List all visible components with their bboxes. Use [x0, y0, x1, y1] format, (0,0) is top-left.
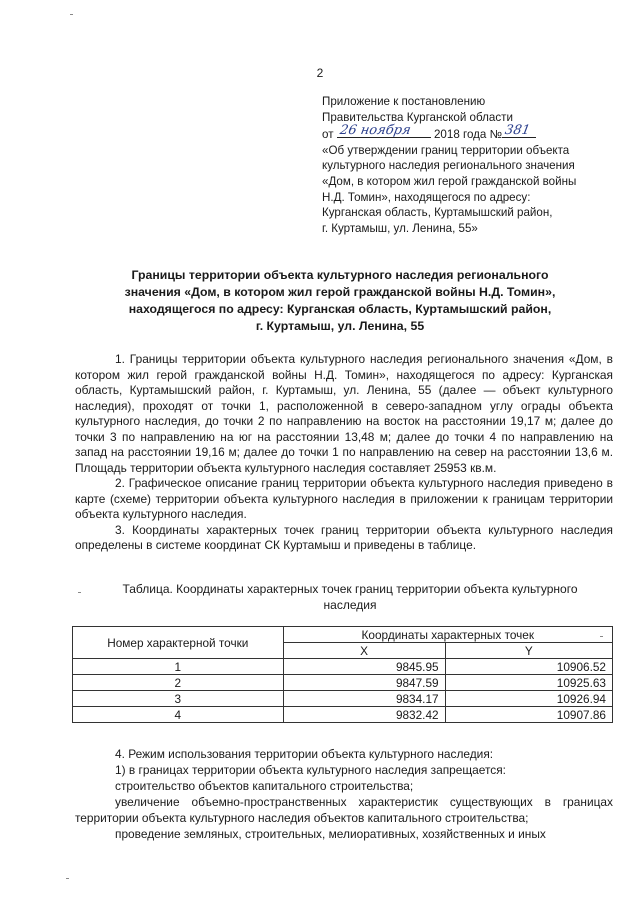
cell-x: 9845.95	[283, 659, 445, 675]
scan-speck	[70, 14, 73, 15]
appendix-line: Правительства Курганской области	[322, 110, 513, 124]
coordinates-table	[72, 626, 613, 723]
title-line: Границы территории объекта культурного наследия регионального	[131, 268, 549, 282]
caption-line: наследия	[323, 598, 377, 612]
appendix-date-line	[322, 122, 576, 143]
paragraph-3: 3. Координаты характерных точек границ территории объекта культурного наследия определены в системе координат СК Куртамыш и приведены в таблице.	[75, 522, 613, 552]
scan-speck	[78, 592, 81, 593]
header-point-number: Номер характерной точки	[73, 627, 284, 659]
header-x: X	[283, 643, 445, 659]
title-line: г. Куртамыш, ул. Ленина, 55	[255, 319, 425, 333]
section-4-line-a: строительство объектов капитального строительства;	[115, 779, 414, 793]
date-prefix: от	[322, 128, 334, 142]
cell-y: 10906.52	[445, 659, 612, 675]
cell-point: 3	[73, 691, 284, 707]
paragraph-1: 1. Границы территории объекта культурного наследия регионального значения «Дом, в котором жил герой гражданской войны Н.Д. Томин», находящегося по адресу: Курганская область, Куртамышский район, г. Куртамыш, ул. Ленина, 55 (далее — объект культурного наследия), проходят от точки 1, расположенной в северо-западном углу ограды объекта культурного наследия, до точки 2 по направлению на восток на расстоянии 19,17 м; далее до точки 3 по направлению на юг на расстоянии 13,48 м; далее до точки 4 по направлению на запад на расстоянии 19,16 м; далее до точки 1 по направлению на север на расстоянии 13,6 м. Площадь территории объекта культурного наследия составляет 25953 кв.м.	[75, 352, 613, 475]
paragraph-2: 2. Графическое описание границ территории объекта культурного наследия приведено в карте (схеме) территории объекта культурного наследия в приложении к границам территории объекта культурного наследия.	[75, 476, 613, 521]
appendix-subject-line: «Дом, в котором жил герой гражданской войны	[322, 174, 577, 188]
section-4	[75, 746, 613, 842]
cell-y: 10926.94	[445, 691, 612, 707]
cell-x: 9847.59	[283, 675, 445, 691]
caption-line: Таблица. Координаты характерных точек границ территории объекта культурного	[122, 582, 578, 596]
section-4-heading: 4. Режим использования территории объекта культурного наследия:	[115, 747, 494, 761]
handwritten-number: 381	[503, 122, 532, 138]
cell-y: 10925.63	[445, 675, 612, 691]
appendix-block	[322, 94, 576, 236]
appendix-subject-line: Н.Д. Томин», находящегося по адресу:	[322, 190, 531, 204]
appendix-subject-line: Курганская область, Куртамышский район,	[322, 206, 553, 220]
table-caption	[100, 581, 600, 613]
table-row	[73, 707, 613, 723]
title-line: находящегося по адресу: Курганская область, Куртамышский район,	[128, 302, 552, 316]
cell-point: 4	[73, 707, 284, 723]
document-title	[80, 267, 600, 335]
header-coordinates: Координаты характерных точек	[283, 627, 612, 643]
scan-speck	[66, 878, 69, 879]
cell-point: 2	[73, 675, 284, 691]
date-field	[337, 122, 431, 138]
header-y: Y	[445, 643, 612, 659]
appendix-line: Приложение к постановлению	[322, 95, 486, 108]
scan-speck	[600, 636, 603, 637]
section-4-item-1: 1) в границах территории объекта культурного наследия запрещается:	[115, 763, 506, 777]
appendix-subject-line: культурного наследия регионального значения	[322, 159, 575, 173]
table-row	[73, 659, 613, 675]
table-row	[73, 675, 613, 691]
section-4-line-b: увеличение объемно-пространственных характеристик существующих в границах территории объекта культурного наследия объектов капитального строительства;	[75, 795, 613, 825]
cell-x: 9834.17	[283, 691, 445, 707]
main-body	[75, 352, 613, 554]
cell-point: 1	[73, 659, 284, 675]
page-number: 2	[316, 66, 324, 80]
section-4-line-c: проведение земляных, строительных, мелиоративных, хозяйственных и иных	[115, 827, 546, 841]
table-header-row	[73, 627, 613, 643]
cell-x: 9832.42	[283, 707, 445, 723]
handwritten-date: 26 ноября	[338, 122, 412, 138]
appendix-subject-line: «Об утверждении границ территории объекта	[322, 143, 570, 157]
title-line: значения «Дом, в котором жил герой гражданской войны Н.Д. Томин»,	[124, 285, 556, 299]
table-row	[73, 691, 613, 707]
number-field	[502, 122, 536, 138]
appendix-subject-line: г. Куртамыш, ул. Ленина, 55»	[322, 221, 478, 235]
cell-y: 10907.86	[445, 707, 612, 723]
date-suffix: 2018 года №	[433, 128, 503, 142]
